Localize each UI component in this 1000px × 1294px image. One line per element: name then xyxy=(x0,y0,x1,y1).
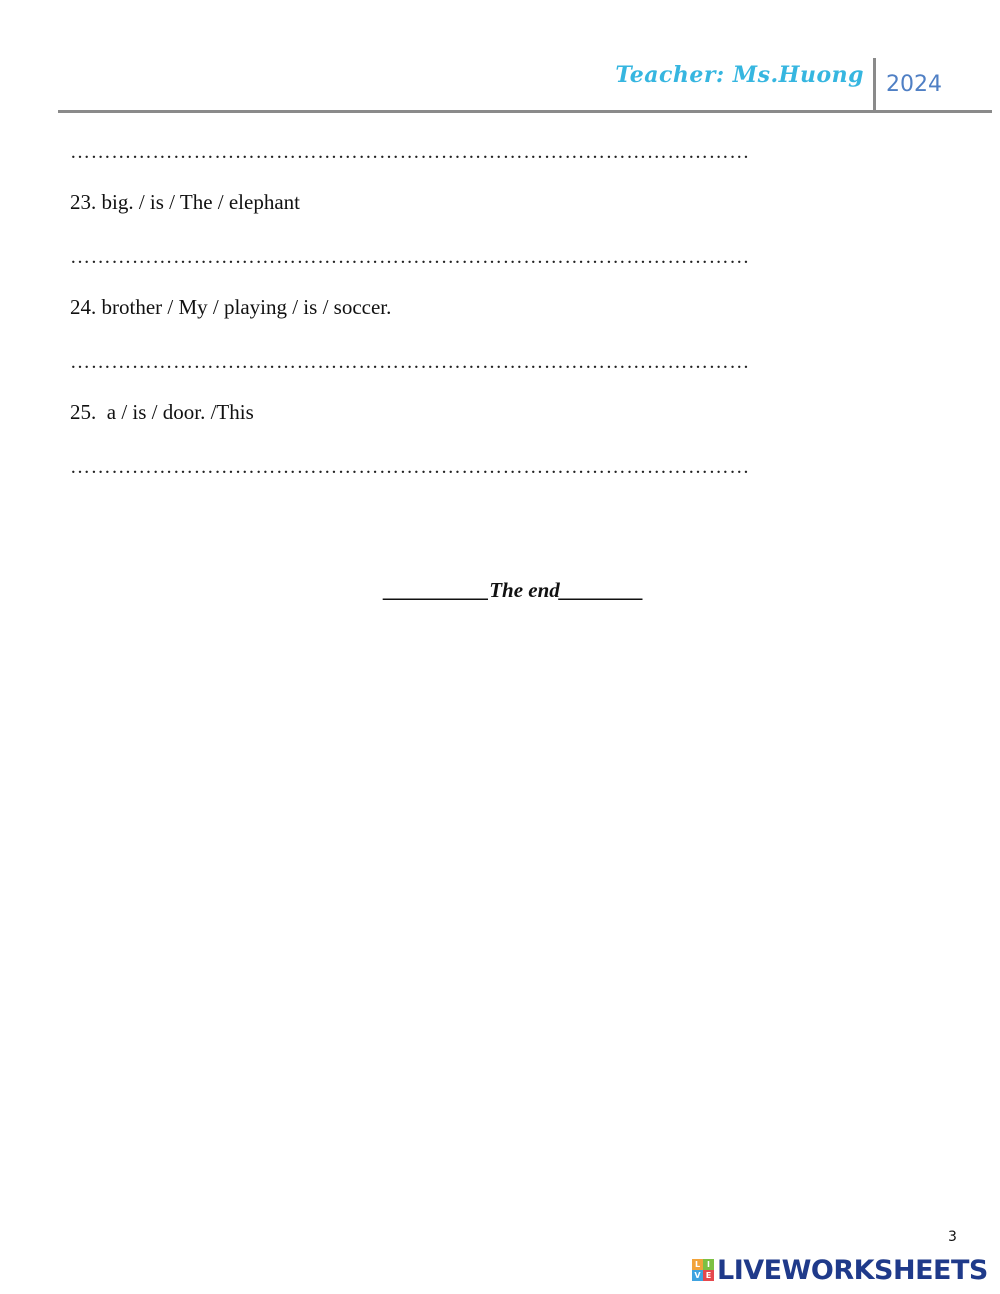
logo-letter-v: V xyxy=(692,1270,703,1281)
answer-line-24[interactable]: ……………………………………………………………………………………… xyxy=(70,351,750,373)
logo-letter-e: E xyxy=(703,1270,714,1281)
page-header xyxy=(0,0,1000,120)
page-number: 3 xyxy=(948,1229,957,1245)
answer-line-23[interactable]: ……………………………………………………………………………………… xyxy=(70,246,750,268)
answer-line-25[interactable]: ……………………………………………………………………………………… xyxy=(70,456,750,478)
question-23: 23. big. / is / The / elephant xyxy=(70,190,300,214)
question-24: 24. brother / My / playing / is / soccer. xyxy=(70,295,392,319)
question-25: 25. a / is / door. /This xyxy=(70,400,254,424)
liveworksheets-brand[interactable] xyxy=(692,1254,988,1286)
logo-letter-i: I xyxy=(703,1259,714,1270)
closing-the-end: __________The end________ xyxy=(384,578,644,602)
header-year: 2024 xyxy=(886,72,942,97)
answer-line-22[interactable]: ……………………………………………………………………………………… xyxy=(70,141,750,163)
header-rule xyxy=(58,110,992,113)
header-divider xyxy=(873,58,876,112)
teacher-name: Teacher: Ms.Huong xyxy=(615,62,864,88)
liveworksheets-logo-icon xyxy=(692,1259,714,1281)
brand-text: LIVEWORKSHEETS xyxy=(717,1254,988,1286)
logo-letter-l: L xyxy=(692,1259,703,1270)
